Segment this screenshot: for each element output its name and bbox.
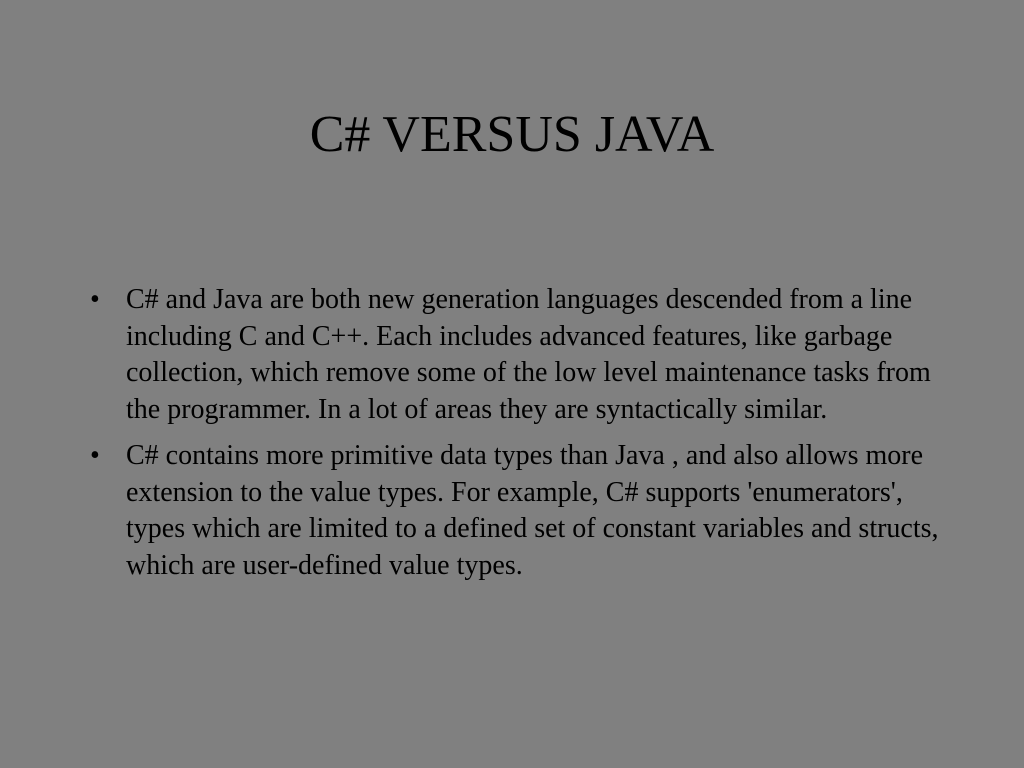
bullet-list — [90, 282, 950, 594]
bullet-text: C# contains more primitive data types than Java , and also allows more extension to the value types. For example, C# supports 'enumerators', types which are limited to a defined set of constant variables and structs, which are user-defined value types. — [126, 440, 939, 581]
bullet-icon: • — [90, 284, 100, 315]
slide-title: C# VERSUS JAVA — [309, 106, 715, 163]
bullet-item — [90, 438, 950, 584]
bullet-item — [90, 282, 950, 428]
bullet-icon: • — [90, 440, 100, 471]
bullet-text: C# and Java are both new generation languages descended from a line including C and C++. Each includes advanced features, like garbage collection, which remove some of the low level maintenance tasks from the programmer. In a lot of areas they are syntactically similar. — [126, 284, 931, 425]
